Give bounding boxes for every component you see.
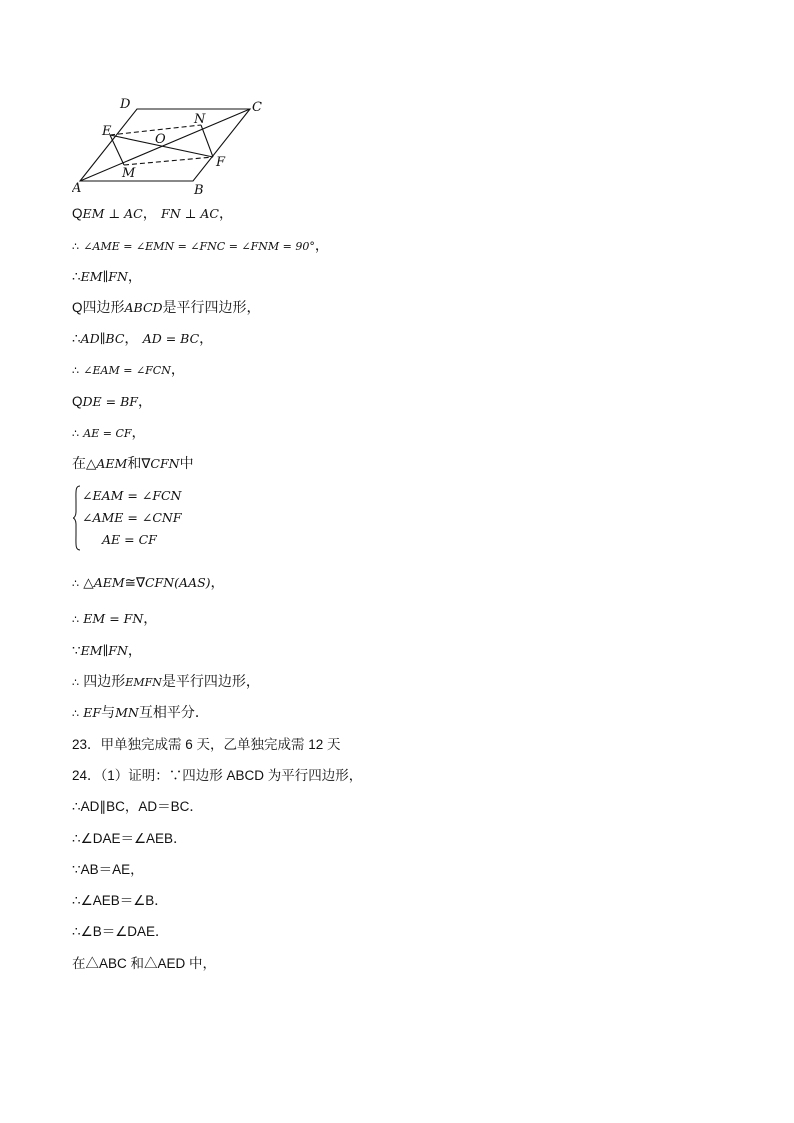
- proof-24-line-4: ∴∠AEB＝∠B．: [72, 893, 168, 908]
- proof-24-line-1: ∴AD∥BC，AD＝BC．: [72, 799, 203, 814]
- proof-line-7: QDE = BF，: [72, 394, 152, 410]
- proof-line-12: ∵EM∥FN，: [72, 643, 142, 659]
- proof-line-2: ∴ ∠AME = ∠EMN = ∠FNC = ∠FNM = 90°，: [72, 238, 329, 254]
- proof-line-4: Q四边形ABCD是平行四边形，: [72, 300, 261, 316]
- proof-line-3: ∴EM∥FN，: [72, 269, 142, 285]
- system-row-1: ∠EAM = ∠FCN: [82, 488, 182, 503]
- proof-24-intro: 24．（1）证明：∵四边形 ABCD 为平行四边形，: [72, 768, 363, 783]
- segment-fn: [201, 125, 213, 157]
- proof-24-line-3: ∵AB＝AE，: [72, 862, 144, 877]
- proof-24-line-5: ∴∠B＝∠DAE．: [72, 924, 169, 939]
- answer-23: 23．甲单独完成需 6 天，乙单独完成需 12 天: [72, 737, 341, 752]
- label-e: E: [102, 124, 112, 139]
- label-n: N: [194, 112, 206, 127]
- proof-line-14: ∴ EF与MN互相平分．: [72, 705, 209, 721]
- parallelogram-figure: [72, 98, 272, 198]
- proof-line-11: ∴ EM = FN，: [72, 611, 158, 627]
- proof-line-10: ∴ △AEM≅∇CFN(AAS)，: [72, 575, 225, 591]
- label-c: C: [252, 100, 262, 115]
- label-o: O: [155, 132, 166, 147]
- system-row-3: AE = CF: [102, 532, 157, 547]
- proof-line-1: QEM ⊥ AC， FN ⊥ AC，: [72, 206, 233, 222]
- equation-system: [72, 484, 212, 556]
- left-brace: [72, 484, 82, 552]
- proof-24-line-2: ∴∠DAE＝∠AEB．: [72, 831, 187, 846]
- label-f: F: [216, 155, 226, 170]
- system-row-2: ∠AME = ∠CNF: [82, 510, 182, 525]
- label-d: D: [120, 98, 131, 112]
- proof-line-8: ∴ AE = CF，: [72, 425, 146, 441]
- proof-line-9: 在△AEM和∇CFN中: [72, 456, 194, 472]
- label-a: A: [72, 181, 82, 196]
- dashed-mf: [124, 157, 213, 165]
- label-b: B: [194, 183, 204, 198]
- proof-line-6: ∴ ∠EAM = ∠FCN，: [72, 362, 185, 378]
- proof-line-5: ∴AD∥BC， AD = BC，: [72, 331, 214, 347]
- proof-line-13: ∴ 四边形EMFN是平行四边形，: [72, 674, 260, 690]
- proof-24-line-6: 在△ABC 和△AED 中，: [72, 956, 217, 971]
- label-m: M: [122, 166, 136, 181]
- segment-em: [110, 135, 124, 165]
